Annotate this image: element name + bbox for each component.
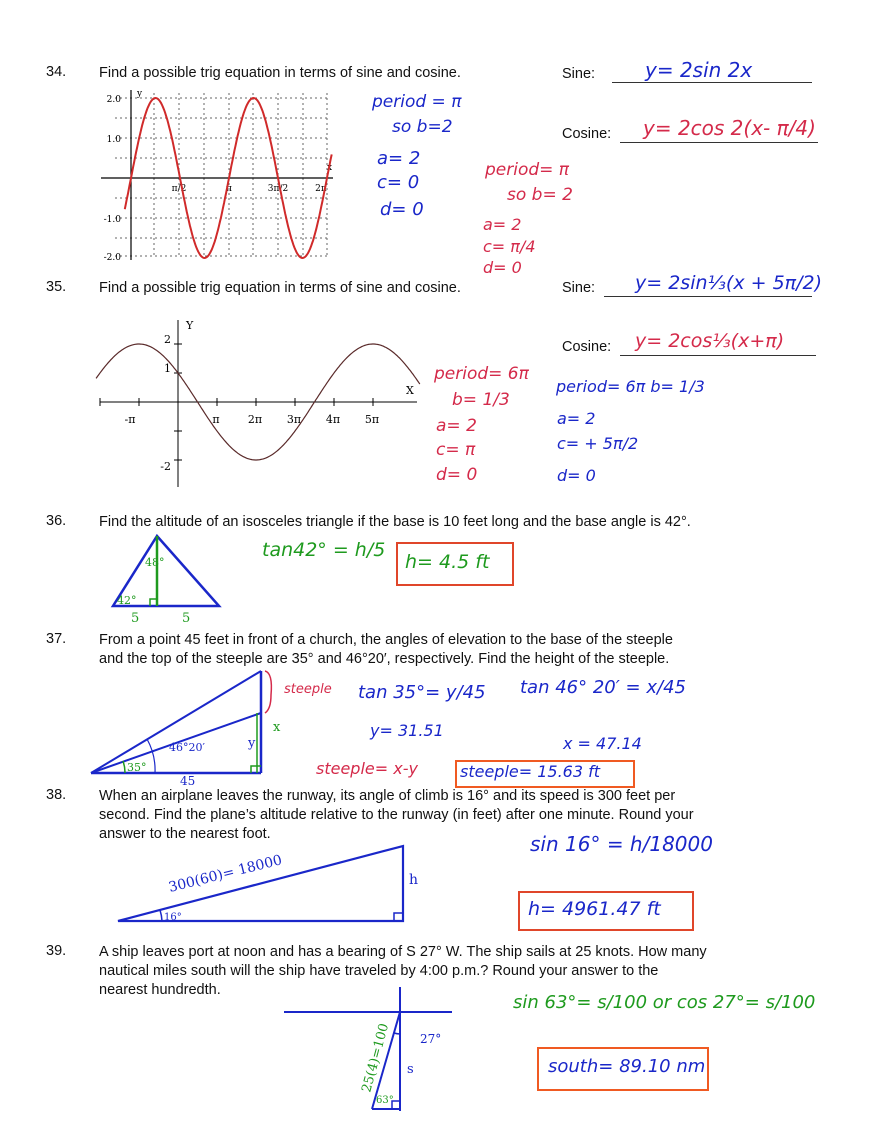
q35-xtick-5pi: 5π xyxy=(364,413,380,426)
q35-cosine-answer: y= 2cos⅓(x+π) xyxy=(635,330,785,352)
q35-xtick-negpi: -π xyxy=(124,413,136,426)
q35-blue-c: c= + 5π/2 xyxy=(557,434,639,453)
q39-answer: south= 89.10 nm xyxy=(548,1056,706,1077)
q34-ylabel: y xyxy=(137,89,143,99)
q35-number: 35. xyxy=(46,279,67,295)
q34-note-a: a= 2 xyxy=(377,148,421,169)
q34-number: 34. xyxy=(46,64,67,80)
q35-cosine-line xyxy=(620,353,816,356)
q37-diagram xyxy=(85,665,300,788)
q34-cosine-line xyxy=(620,140,818,143)
q34-cosine-answer: y= 2cos 2(x- π/4) xyxy=(643,116,816,140)
q34-xlabel: x xyxy=(327,163,333,173)
q34-note-b: so b=2 xyxy=(392,117,453,137)
q37-answer: steeple= 15.63 ft xyxy=(460,762,601,781)
q34-red-c: c= π/4 xyxy=(483,237,536,256)
q34-text: Find a possible trig equation in terms of sine and cosine. xyxy=(99,65,461,81)
q35-red-period: period= 6π xyxy=(434,364,529,384)
q36-work: tan42° = h/5 xyxy=(262,539,386,561)
q37-steeple-label: steeple xyxy=(284,682,332,697)
q35-sine-line xyxy=(604,294,812,297)
q39-label-27: 27° xyxy=(420,1032,442,1046)
q36-label-5a: 5 xyxy=(131,611,140,626)
q35-red-a: a= 2 xyxy=(436,416,477,436)
q35-xtick-4pi: 4π xyxy=(325,413,341,426)
q37-label-4620: 46°20′ xyxy=(169,741,205,754)
q36-answer: h= 4.5 ft xyxy=(405,551,490,573)
q37-label-35: 35° xyxy=(127,761,147,774)
q37-work-1b: y= 31.51 xyxy=(370,721,444,740)
q36-text: Find the altitude of an isosceles triangle if the base is 10 feet long and the base angle is 42°. xyxy=(99,514,691,530)
q38-text-2: second. Find the plane’s altitude relative to the runway (in feet) after one minute. Round your xyxy=(99,807,694,823)
q34-ytick-1: 1.0 xyxy=(106,135,121,145)
q35-ytick-neg2: -2 xyxy=(160,460,171,473)
q38-label-16: 16° xyxy=(164,912,182,923)
q39-work: sin 63°= s/100 or cos 27°= s/100 xyxy=(513,992,816,1013)
q34-ytick-2: 2.0 xyxy=(106,95,121,105)
q39-text-1: A ship leaves port at noon and has a bearing of S 27° W. The ship sails at 25 knots. How many xyxy=(99,944,707,960)
q37-text-1: From a point 45 feet in front of a church, the angles of elevation to the base of the steeple xyxy=(99,632,673,648)
q34-note-period: period = π xyxy=(372,92,462,112)
q37-text-2: and the top of the steeple are 35° and 46°20′, respectively. Find the height of the steeple. xyxy=(99,651,670,667)
q36-triangle xyxy=(105,530,230,625)
q37-label-x: x xyxy=(273,720,281,735)
q34-ytick-neg1: -1.0 xyxy=(103,215,121,225)
q35-ytick-1: 1 xyxy=(164,362,171,375)
q38-label-hyp: 300(60)= 18000 xyxy=(167,852,284,896)
q39-label-s: s xyxy=(407,1062,414,1077)
q38-diagram xyxy=(112,840,419,930)
q34-cosine-label: Cosine: xyxy=(562,126,612,142)
q35-ytick-2: 2 xyxy=(164,333,171,346)
q37-label-y: y xyxy=(248,736,256,751)
q35-xtick-3pi: 3π xyxy=(286,413,302,426)
q37-steeple-eq: steeple= x-y xyxy=(316,759,418,778)
q35-blue-d: d= 0 xyxy=(557,466,596,485)
q34-red-d: d= 0 xyxy=(483,258,522,277)
q38-label-h: h xyxy=(409,872,419,888)
q36-number: 36. xyxy=(46,513,67,529)
q35-xlabel: X xyxy=(406,384,414,397)
q39-label-63: 63° xyxy=(376,1095,394,1106)
q37-number: 37. xyxy=(46,631,67,647)
q34-xtick-3: 3π/2 xyxy=(267,184,289,194)
q35-blue-period: period= 6π b= 1/3 xyxy=(556,377,705,396)
q39-label-hyp: 25(4)=100 xyxy=(359,1021,393,1095)
q36-label-42: 42° xyxy=(117,594,137,607)
q35-cosine-label: Cosine: xyxy=(562,339,612,355)
q38-text-3: answer to the nearest foot. xyxy=(99,826,271,842)
q37-work-1: tan 35°= y/45 xyxy=(358,682,486,703)
q39-number: 39. xyxy=(46,943,67,959)
q35-red-c: c= π xyxy=(436,440,476,460)
q39-text-3: nearest hundredth. xyxy=(99,982,221,998)
q38-answer: h= 4961.47 ft xyxy=(528,898,661,920)
q37-work-2b: x = 47.14 xyxy=(563,734,642,753)
q35-xtick-pi: π xyxy=(212,413,220,426)
q34-note-c: c= 0 xyxy=(377,172,420,193)
q35-text: Find a possible trig equation in terms of sine and cosine. xyxy=(99,280,461,296)
q38-text-1: When an airplane leaves the runway, its angle of climb is 16° and its speed is 300 feet per xyxy=(99,788,676,804)
q39-diagram xyxy=(280,985,460,1115)
q34-sine-label: Sine: xyxy=(562,66,596,82)
q34-ytick-neg2: -2.0 xyxy=(103,253,121,263)
q35-graph xyxy=(95,315,425,490)
q34-red-period: period= π xyxy=(485,160,570,180)
q35-red-d: d= 0 xyxy=(436,465,478,485)
q35-xtick-2pi: 2π xyxy=(247,413,263,426)
q35-sine-answer: y= 2sin⅓(x + 5π/2) xyxy=(635,272,823,294)
q34-xtick-4: 2π xyxy=(315,184,327,194)
q34-note-d: d= 0 xyxy=(380,199,424,220)
q35-ylabel: Y xyxy=(186,319,194,332)
q35-red-b: b= 1/3 xyxy=(452,390,510,410)
q38-number: 38. xyxy=(46,787,67,803)
q34-red-a: a= 2 xyxy=(483,215,522,234)
q36-label-5b: 5 xyxy=(182,611,191,626)
q34-xtick-1: π/2 xyxy=(171,184,187,194)
q34-graph xyxy=(95,88,340,263)
q34-sine-answer: y= 2sin 2x xyxy=(645,58,753,82)
q38-work: sin 16° = h/18000 xyxy=(530,832,713,856)
q35-sine-label: Sine: xyxy=(562,280,596,296)
q36-label-48: 48° xyxy=(145,556,165,569)
q34-red-b: so b= 2 xyxy=(507,185,573,205)
q34-xtick-2: π xyxy=(226,184,232,194)
q35-blue-a: a= 2 xyxy=(557,409,596,428)
q39-text-2: nautical miles south will the ship have traveled by 4:00 p.m.? Round your answer to the xyxy=(99,963,659,979)
q37-work-2: tan 46° 20′ = x/45 xyxy=(520,677,686,698)
q37-label-45: 45 xyxy=(180,774,196,788)
